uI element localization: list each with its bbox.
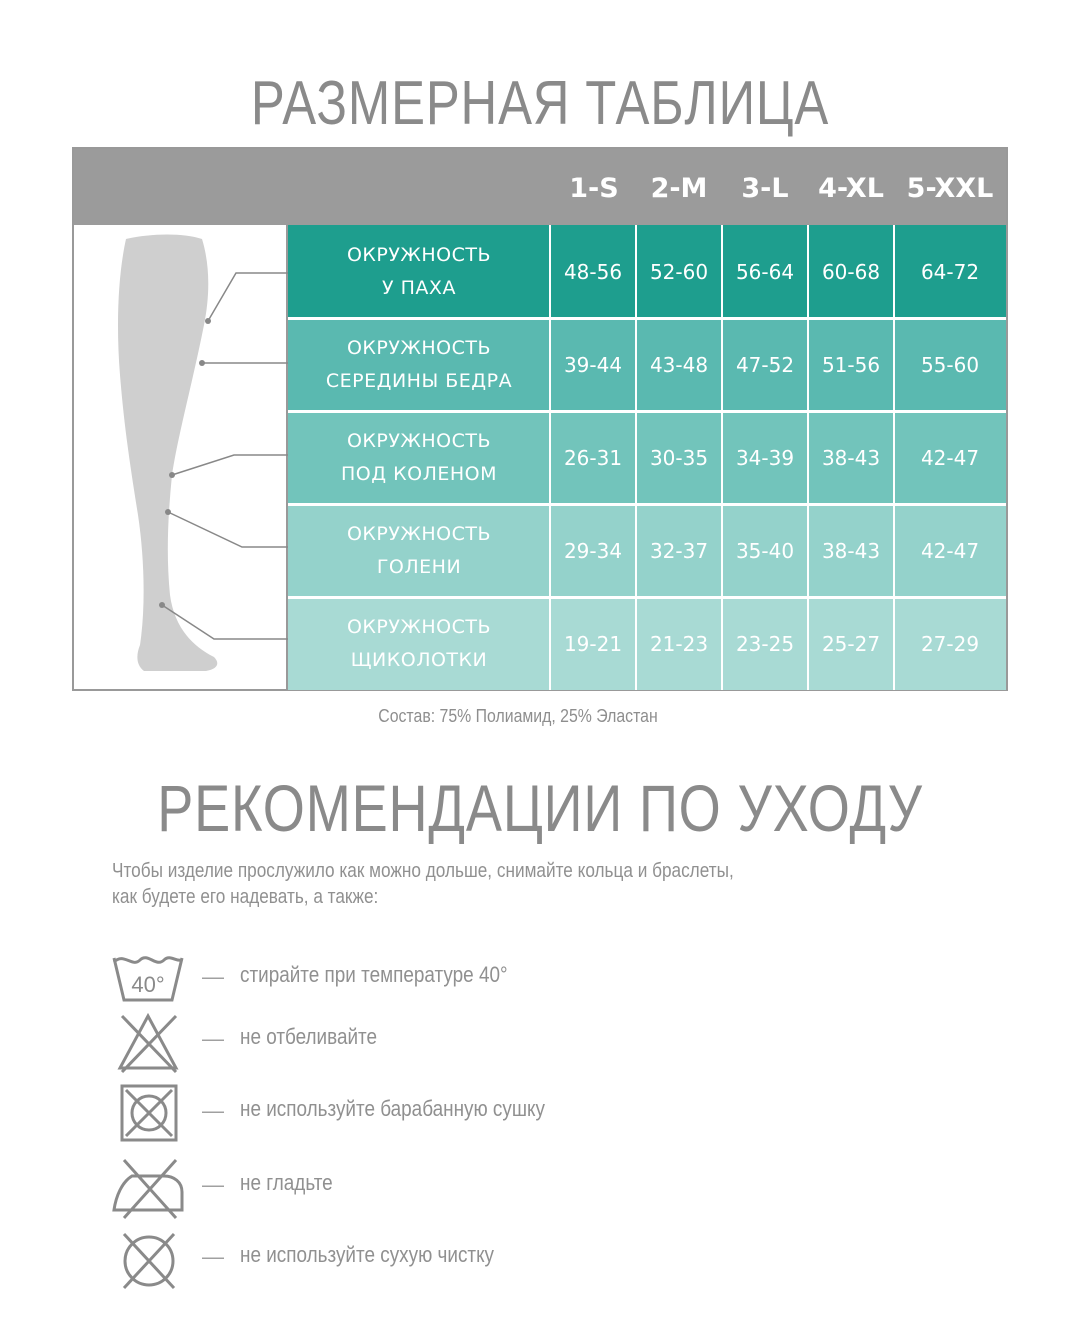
svg-text:40°: 40° [131, 972, 165, 997]
row-label-line-2: СЕРЕДИНЫ БЕДРА [325, 369, 513, 392]
cell-divider [635, 411, 637, 504]
size-value-cell: 64-72 [920, 259, 980, 284]
row-label-line-1: ОКРУЖНОСТЬ [346, 615, 492, 638]
leg-figure-area [74, 225, 288, 689]
size-header-5-xxl: 5-XXL [906, 173, 994, 204]
size-value-cell: 43-48 [649, 352, 709, 377]
care-intro-line-2: как будете его надевать, а также: [112, 886, 379, 908]
table-row [288, 597, 1006, 690]
cell-divider [893, 411, 895, 504]
size-header-1-s: 1-S [569, 173, 619, 204]
table-row [288, 411, 1006, 504]
size-value-cell: 25-27 [821, 631, 881, 656]
size-value-cell: 39-44 [563, 352, 623, 377]
size-value-cell: 32-37 [649, 538, 709, 563]
care-item-no-dry-clean [110, 1228, 810, 1294]
care-text-no-tumble-dry: не используйте барабанную сушку [240, 1096, 545, 1121]
row-divider [288, 410, 1006, 413]
size-value-cell: 38-43 [821, 445, 881, 470]
care-intro [112, 858, 800, 910]
cell-divider [635, 504, 637, 597]
row-divider [288, 503, 1006, 506]
care-dash: — [202, 964, 224, 989]
cell-divider [893, 597, 895, 690]
no-iron-icon [110, 1156, 190, 1222]
cell-divider [635, 318, 637, 411]
care-text-no-dry-clean: не используйте сухую чистку [240, 1242, 495, 1267]
care-intro-line-1: Чтобы изделие прослужило как можно дольше, снимайте кольца и браслеты, [112, 860, 734, 882]
size-value-cell: 60-68 [821, 259, 881, 284]
table-row [288, 318, 1006, 411]
size-value-cell: 42-47 [920, 445, 980, 470]
cell-divider [721, 411, 723, 504]
care-dash: — [202, 1172, 224, 1197]
care-dash: — [202, 1098, 224, 1123]
cell-divider [807, 411, 809, 504]
size-value-cell: 47-52 [735, 352, 795, 377]
row-label [288, 597, 550, 690]
size-table [72, 147, 1008, 691]
no-tumble-dry-icon [110, 1082, 190, 1148]
cell-divider [807, 318, 809, 411]
size-value-cell: 23-25 [735, 631, 795, 656]
row-label [288, 411, 550, 504]
size-value-cell: 34-39 [735, 445, 795, 470]
row-label-line-2: ГОЛЕНИ [376, 555, 462, 578]
size-value-cell: 27-29 [920, 631, 980, 656]
no-dry-clean-icon [110, 1228, 190, 1294]
cell-divider [893, 318, 895, 411]
table-row [288, 504, 1006, 597]
composition-text: Состав: 75% Полиамид, 25% Эластан [378, 706, 658, 726]
size-value-cell: 30-35 [649, 445, 709, 470]
cell-divider [549, 411, 551, 504]
cell-divider [549, 318, 551, 411]
row-divider [288, 317, 1006, 320]
care-item-wash [110, 948, 810, 1014]
cell-divider [721, 504, 723, 597]
no-bleach-icon [110, 1010, 190, 1076]
size-value-cell: 19-21 [563, 631, 623, 656]
leg-silhouette-icon [74, 225, 288, 689]
row-label-line-1: ОКРУЖНОСТЬ [346, 336, 492, 359]
cell-divider [635, 225, 637, 318]
cell-divider [721, 225, 723, 318]
care-title: РЕКОМЕНДАЦИИ ПО УХОДУ [157, 771, 923, 845]
wash-40-icon [110, 948, 190, 1014]
size-value-cell: 51-56 [821, 352, 881, 377]
cell-divider [721, 318, 723, 411]
row-label-line-2: ПОД КОЛЕНОМ [341, 462, 497, 485]
size-value-cell: 26-31 [563, 445, 623, 470]
cell-divider [549, 597, 551, 690]
table-row [288, 225, 1006, 318]
size-header-3-l: 3-L [741, 173, 789, 204]
care-dash: — [202, 1244, 224, 1269]
row-label [288, 225, 550, 318]
size-header-2-m: 2-M [650, 173, 708, 204]
row-label-line-1: ОКРУЖНОСТЬ [346, 429, 492, 452]
size-header-4-xl: 4-XL [818, 173, 884, 204]
size-table-title: РАЗМЕРНАЯ ТАБЛИЦА [250, 69, 830, 138]
cell-divider [807, 504, 809, 597]
row-label [288, 318, 550, 411]
size-value-cell: 56-64 [735, 259, 795, 284]
care-item-no-iron [110, 1156, 810, 1222]
care-text-wash: стирайте при температуре 40° [240, 962, 508, 987]
cell-divider [635, 597, 637, 690]
row-label [288, 504, 550, 597]
cell-divider [893, 225, 895, 318]
size-value-cell: 35-40 [735, 538, 795, 563]
size-value-cell: 48-56 [563, 259, 623, 284]
care-text-no-bleach: не отбеливайте [240, 1024, 378, 1049]
size-value-cell: 21-23 [649, 631, 709, 656]
table-header [74, 149, 1006, 225]
care-text-no-iron: не гладьте [240, 1170, 333, 1195]
care-item-no-tumble-dry [110, 1082, 810, 1148]
cell-divider [807, 225, 809, 318]
size-value-cell: 29-34 [563, 538, 623, 563]
cell-divider [807, 597, 809, 690]
cell-divider [549, 504, 551, 597]
row-label-line-2: ЩИКОЛОТКИ [350, 648, 488, 671]
care-dash: — [202, 1026, 224, 1051]
row-label-line-1: ОКРУЖНОСТЬ [346, 522, 492, 545]
size-value-cell: 38-43 [821, 538, 881, 563]
row-label-line-1: ОКРУЖНОСТЬ [346, 243, 492, 266]
size-value-cell: 55-60 [920, 352, 980, 377]
cell-divider [893, 504, 895, 597]
care-item-no-bleach [110, 1010, 810, 1076]
cell-divider [721, 597, 723, 690]
size-value-cell: 42-47 [920, 538, 980, 563]
cell-divider [549, 225, 551, 318]
size-value-cell: 52-60 [649, 259, 709, 284]
row-label-line-2: У ПАХА [382, 276, 456, 299]
row-divider [288, 596, 1006, 599]
